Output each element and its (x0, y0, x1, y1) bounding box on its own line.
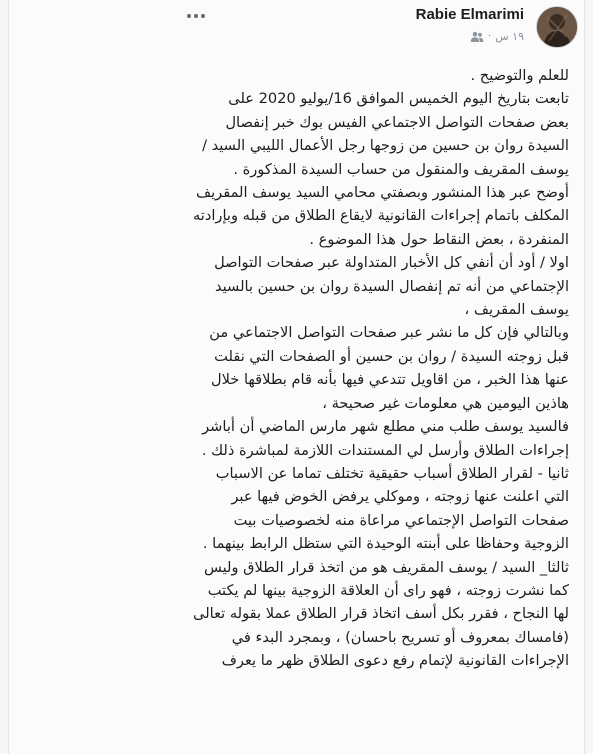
post-line: تابعت بتاريخ اليوم الخميس الموافق 16/يوليو 2020 على (228, 90, 569, 108)
post-body (23, 64, 569, 673)
post-line: صفحات التواصل الإجتماعي مراعاة منه لخصوصيات بيت (233, 511, 569, 529)
post-line: كما نشرت زوجته ، فهو راى أن العلاقة الزوجية بينها لم يكتب (207, 581, 569, 599)
facebook-post (8, 0, 585, 754)
post-line: اولا / أود أن أنفي كل الأخبار المتداولة عبر صفحات التواصل (214, 254, 569, 272)
post-line: فالسيد يوسف طلب مني مطلع شهر مارس الماضي أن أباشر (202, 418, 569, 436)
post-line: المكلف باتمام إجراءات القانونية لايقاع الطلاق من قبله وبإرادته (192, 207, 569, 225)
post-line: عنها هذا الخبر ، من اقاويل تتدعي فيها بأنه قام بطلاقها خلال (210, 371, 569, 389)
post-time[interactable]: ١٩ س (495, 30, 524, 43)
post-line: للعلم والتوضيح . (470, 67, 569, 84)
friends-icon[interactable] (470, 31, 484, 43)
post-line: ثالثا_ السيد / يوسف المقريف هو من اتخذ قرار الطلاق وليس (204, 558, 569, 576)
post-line: (فامساك بمعروف أو تسريح باحسان) ، وبمجرد البدء في (231, 628, 569, 646)
author-avatar[interactable] (536, 6, 578, 48)
author-name[interactable]: Rabie Elmarimi (415, 6, 524, 23)
post-line: الإجتماعي من أنه تم إنفصال السيدة روان بن حسين بالسيد (214, 277, 569, 295)
post-line: أوضح عبر هذا المنشور وبصفتي محامي السيد يوسف المقريف (196, 184, 569, 202)
post-line: إجراءات الطلاق وأرسل لي المستندات اللازمة لمباشرة ذلك . (201, 441, 569, 459)
avatar-image (537, 7, 577, 47)
post-line: الزوجية وحفاظا على أبنته الوحيدة التي ستظل الرابط بينهما . (202, 535, 569, 553)
meta-separator: · (488, 31, 492, 42)
post-meta (470, 30, 524, 43)
post-line: المنفردة ، بعض النقاط حول هذا الموضوع . (309, 230, 569, 248)
post-line: ثانيا - لقرار الطلاق أسباب حقيقية تختلف تماما عن الاسباب (215, 464, 569, 482)
post-header (9, 0, 584, 66)
post-line: هاذين اليومين هي معلومات غير صحيحة ، (322, 394, 569, 412)
post-line: الإجراءات القانونية لإتمام رفع دعوى الطلاق ظهر ما يعرف (221, 652, 569, 670)
post-line: بعض صفحات التواصل الاجتماعي الفيس بوك خبر إنفصال (225, 113, 569, 131)
post-line: قبل زوجته السيدة / روان بن حسين أو الصفحات التي نقلت (214, 347, 569, 365)
post-line: وبالتالي فإن كل ما نشر عبر صفحات التواصل الاجتماعي من (209, 324, 569, 342)
post-line: يوسف المقريف ، (464, 301, 569, 319)
post-line: لها النجاح ، فقرر بكل أسف اتخاذ قرار الطلاق عملا بقوله تعالى (193, 605, 569, 623)
more-options-button[interactable] (179, 6, 213, 26)
more-dot (194, 14, 198, 18)
post-line: السيدة روان بن حسين من زوجها رجل الأعمال الليبي السيد / (202, 137, 569, 155)
post-line: يوسف المقريف والمنقول من حساب السيدة المذكورة . (233, 160, 569, 178)
post-line: التي اعلنت عنها زوجته ، وموكلي يرفض الخوض فيها عبر (231, 488, 569, 506)
more-dot (201, 14, 205, 18)
more-horizontal-icon (187, 14, 191, 18)
